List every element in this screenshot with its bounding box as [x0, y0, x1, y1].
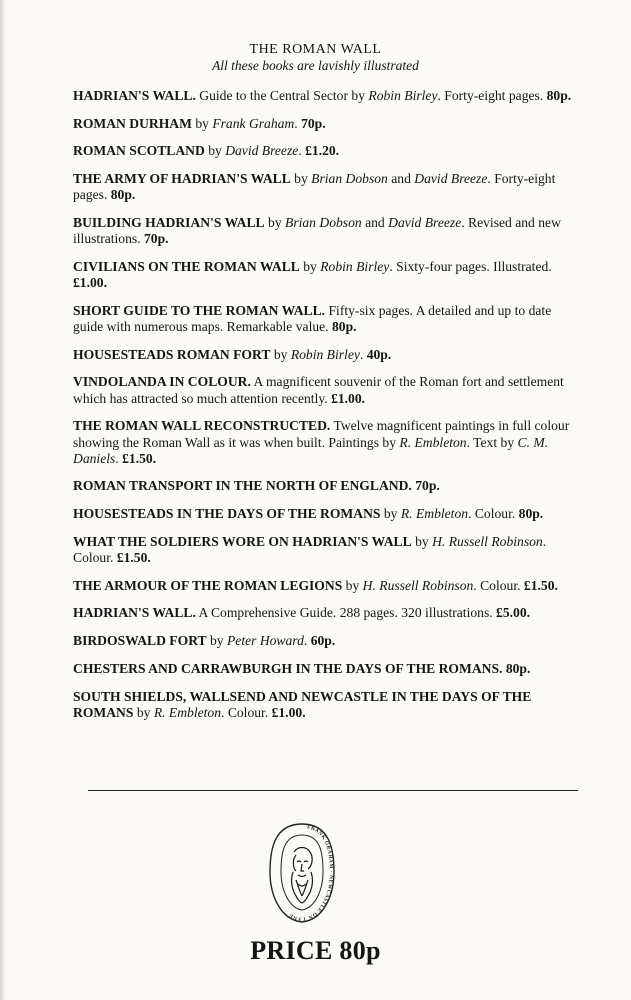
book-price: 70p.: [415, 478, 440, 494]
book-entry: [73, 347, 573, 363]
book-entry: [73, 633, 573, 649]
book-description: . Colour.: [473, 577, 524, 593]
book-entry: [73, 171, 573, 203]
book-description: by: [290, 171, 312, 187]
book-title: THE ARMY OF HADRIAN'S WALL: [73, 171, 291, 187]
publisher-seal-logo: [268, 822, 336, 924]
book-price: £5.00.: [496, 605, 531, 621]
book-author: Brian Dobson: [285, 215, 362, 231]
book-description: and: [361, 215, 389, 231]
book-entry: [73, 259, 573, 291]
book-price: £1.50.: [122, 450, 157, 466]
book-price: £1.00.: [331, 390, 366, 406]
book-title: SHORT GUIDE TO THE ROMAN WALL.: [73, 302, 326, 318]
book-title: BUILDING HADRIAN'S WALL: [73, 215, 265, 231]
book-description: . Revised and new illustrations.: [73, 215, 561, 247]
book-entry: [73, 506, 573, 522]
book-description: by: [342, 577, 363, 593]
book-description: . Forty-eight pages.: [437, 88, 547, 103]
book-description: by: [206, 633, 227, 649]
seal-lettering: FRANK GRAHAM · NEWCASTLE ON TYNE: [288, 824, 335, 923]
book-title: ROMAN TRANSPORT IN THE NORTH OF ENGLAND.: [73, 478, 412, 494]
book-description: by: [133, 704, 154, 720]
book-entry: [73, 478, 573, 494]
book-author: R. Embleton: [400, 506, 469, 522]
book-description: by: [411, 533, 433, 549]
book-title: SOUTH SHIELDS, WALLSEND AND NEWCASTLE IN THE DAYS OF THE ROMANS: [73, 688, 532, 720]
book-price: 70p.: [144, 231, 169, 247]
book-title: CHESTERS AND CARRAWBURGH IN THE DAYS OF THE ROMANS.: [73, 660, 503, 676]
book-price: 80p.: [518, 506, 544, 522]
book-price: 60p.: [310, 633, 336, 649]
book-author: Robin Birley: [320, 258, 390, 274]
book-coauthor: David Breeze: [388, 215, 462, 231]
book-entry: [73, 605, 573, 621]
book-description: .: [359, 346, 367, 362]
book-description: Guide to the Central Sector by: [195, 88, 369, 103]
book-price: £1.20.: [305, 143, 340, 159]
price-label: PRICE 80p: [250, 936, 381, 965]
book-title: HADRIAN'S WALL.: [73, 88, 196, 103]
book-price: £1.00.: [271, 704, 306, 720]
book-entry: [73, 661, 573, 677]
book-author: Brian Dobson: [311, 171, 388, 187]
page-edge-shadow: [0, 0, 6, 1000]
book-title: VINDOLANDA IN COLOUR.: [73, 374, 251, 390]
book-entry: [73, 116, 573, 132]
book-entry: [73, 215, 573, 247]
book-description: A magnificent souvenir of the Roman fort and settlement which has attracted so much attention recently.: [73, 374, 564, 406]
book-author: Robin Birley: [290, 346, 360, 362]
book-entry: [73, 374, 573, 406]
book-description: by: [204, 143, 226, 159]
list-subtitle: All these books are lavishly illustrated: [212, 58, 419, 73]
list-title: THE ROMAN WALL: [249, 42, 382, 57]
book-entry: [73, 303, 573, 335]
book-title: HOUSESTEADS ROMAN FORT: [73, 346, 271, 362]
book-author: David Breeze: [225, 143, 299, 159]
divider-rule: [88, 790, 578, 791]
book-price: 80p.: [331, 319, 357, 335]
list-header: [0, 41, 631, 74]
book-description: by: [270, 346, 291, 362]
book-coauthor: C. M. Daniels: [73, 434, 549, 466]
book-title: HOUSESTEADS IN THE DAYS OF THE ROMANS: [73, 506, 381, 522]
book-price: 70p.: [301, 115, 326, 131]
book-price: 80p.: [505, 660, 531, 676]
book-description: . Forty-eight pages.: [73, 171, 556, 203]
book-title: HADRIAN'S WALL.: [73, 605, 196, 621]
book-title: WHAT THE SOLDIERS WORE ON HADRIAN'S WALL: [73, 533, 412, 549]
book-entry: [73, 534, 573, 566]
book-price: 80p.: [546, 88, 572, 103]
book-coauthor: David Breeze: [414, 171, 488, 187]
book-price: £1.00.: [73, 275, 107, 291]
book-description: Twelve magnificent paintings in full colour showing the Roman Wall as it was when built. Paintings by: [73, 418, 570, 450]
book-description: .: [294, 115, 302, 131]
book-description: . Sixty-four pages. Illustrated.: [389, 258, 552, 274]
book-entry: [73, 88, 573, 104]
book-author: Robin Birley: [368, 88, 438, 103]
book-description: . Colour.: [468, 506, 519, 522]
book-description: . Colour.: [73, 533, 547, 566]
book-price: £1.50.: [523, 577, 558, 593]
book-description: . Colour.: [221, 704, 272, 720]
book-price: 40p.: [366, 346, 392, 362]
book-author: H. Russell Robinson: [432, 533, 543, 549]
book-description: .: [298, 143, 306, 159]
book-title: THE ARMOUR OF THE ROMAN LEGIONS: [73, 577, 343, 593]
book-title: ROMAN SCOTLAND: [73, 143, 205, 159]
book-entry: [73, 418, 573, 467]
book-description: by: [299, 258, 321, 274]
book-description: by: [264, 215, 286, 231]
book-description: A Comprehensive Guide. 288 pages. 320 illustrations.: [195, 605, 497, 621]
book-price: 80p.: [110, 187, 136, 203]
book-entry: [73, 689, 573, 721]
book-title: BIRDOSWALD FORT: [73, 633, 207, 649]
book-description: Fifty-six pages. A detailed and up to date guide with numerous maps. Remarkable value.: [73, 302, 552, 335]
book-title: THE ROMAN WALL RECONSTRUCTED.: [73, 418, 331, 434]
book-author: R. Embleton: [153, 704, 222, 720]
book-title: ROMAN DURHAM: [73, 115, 192, 131]
book-entry: [73, 578, 573, 594]
book-price: £1.50.: [116, 550, 151, 566]
book-list: [73, 88, 573, 732]
book-description: and: [387, 171, 415, 187]
book-description: .: [303, 633, 311, 649]
book-description: by: [191, 115, 213, 131]
book-author: Frank Graham: [212, 115, 295, 131]
book-description: by: [380, 506, 401, 522]
book-entry: [73, 143, 573, 159]
book-author: Peter Howard: [226, 633, 304, 649]
book-description: . Text by: [466, 434, 518, 450]
book-title: CIVILIANS ON THE ROMAN WALL: [73, 258, 300, 274]
book-author: H. Russell Robinson: [362, 577, 474, 593]
book-author: R. Embleton: [399, 434, 467, 450]
book-description: .: [115, 450, 123, 466]
